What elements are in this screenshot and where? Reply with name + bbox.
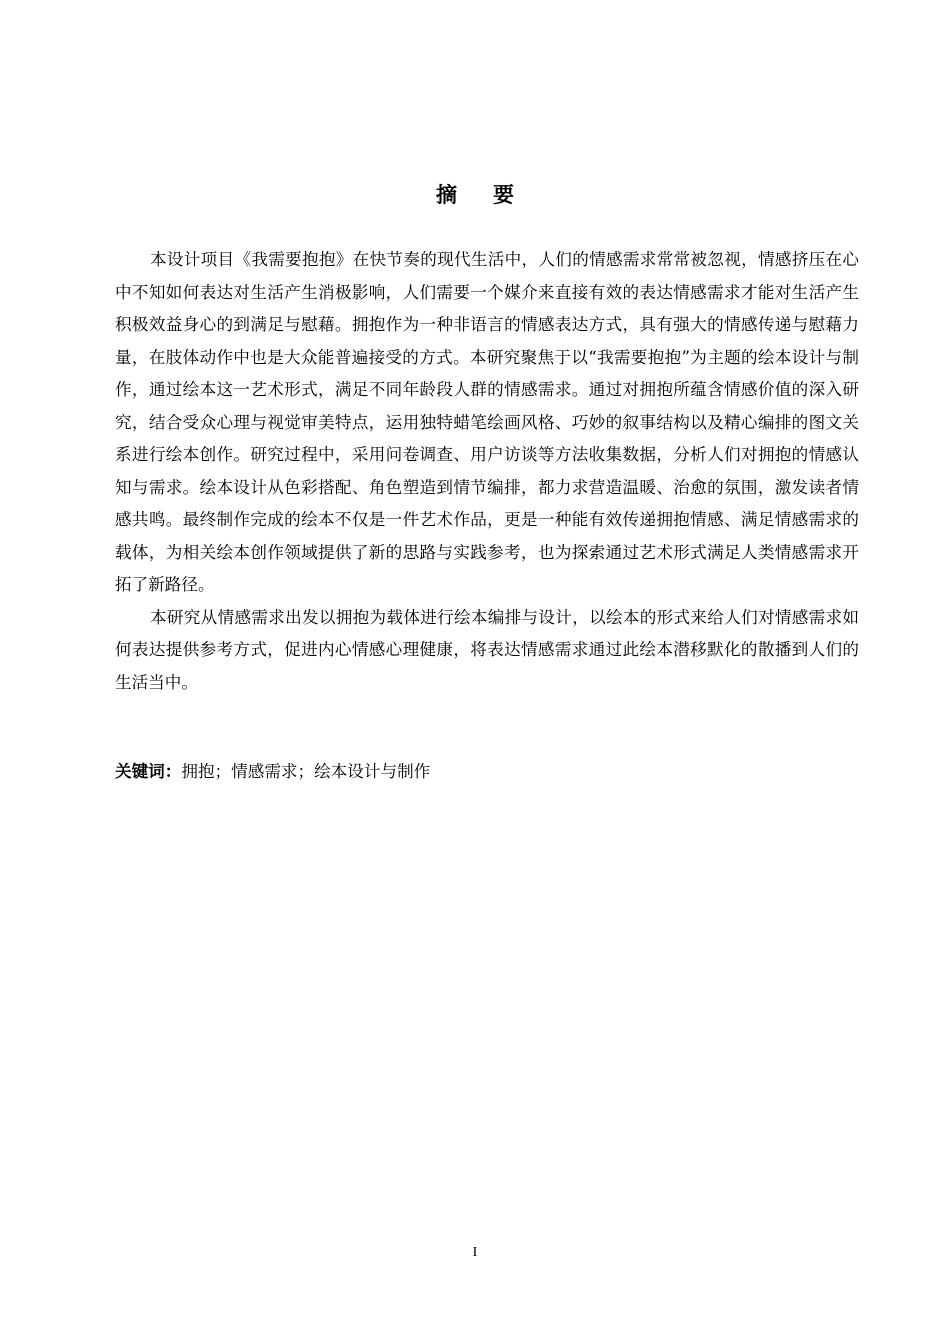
keywords-line [115, 756, 859, 788]
abstract-paragraph: 本设计项目《我需要抱抱》在快节奏的现代生活中，人们的情感需求常常被忽视，情感挤压在心中不知如何表达对生活产生消极影响，人们需要一个媒介来直接有效的表达情感需求才能对生活产生积极效益身心的到满足与慰藉。拥抱作为一种非语言的情感表达方式，具有强大的情感传递与慰藉力量，在肢体动作中也是大众能普遍接受的方式。本研究聚焦于以“我需要抱抱”为主题的绘本设计与制作，通过绘本这一艺术形式，满足不同年龄段人群的情感需求。通过对拥抱所蕴含情感价值的深入研究，结合受众心理与视觉审美特点，运用独特蜡笔绘画风格、巧妙的叙事结构以及精心编排的图文关系进行绘本创作。研究过程中，采用问卷调查、用户访谈等方法收集数据，分析人们对拥抱的情感认知与需求。绘本设计从色彩搭配、角色塑造到情节编排，都力求营造温暖、治愈的氛围，激发读者情感共鸣。最终制作完成的绘本不仅是一件艺术作品，更是一种能有效传递拥抱情感、满足情感需求的载体，为相关绘本创作领域提供了新的思路与实践参考，也为探索通过艺术形式满足人类情感需求开拓了新路径。 [115, 250, 859, 594]
abstract-body [115, 244, 859, 699]
page-number: I [472, 1245, 478, 1260]
page-title: 摘要 [436, 183, 550, 207]
keywords-label: 关键词： [115, 762, 182, 781]
abstract-paragraph: 本研究从情感需求出发以拥抱为载体进行绘本编排与设计，以绘本的形式来给人们对情感需求如何表达提供参考方式，促进内心情感心理健康，将表达情感需求通过此绘本潜移默化的散播到人们的生活当中。 [115, 607, 859, 692]
keywords-value: 拥抱；情感需求；绘本设计与制作 [181, 762, 431, 781]
